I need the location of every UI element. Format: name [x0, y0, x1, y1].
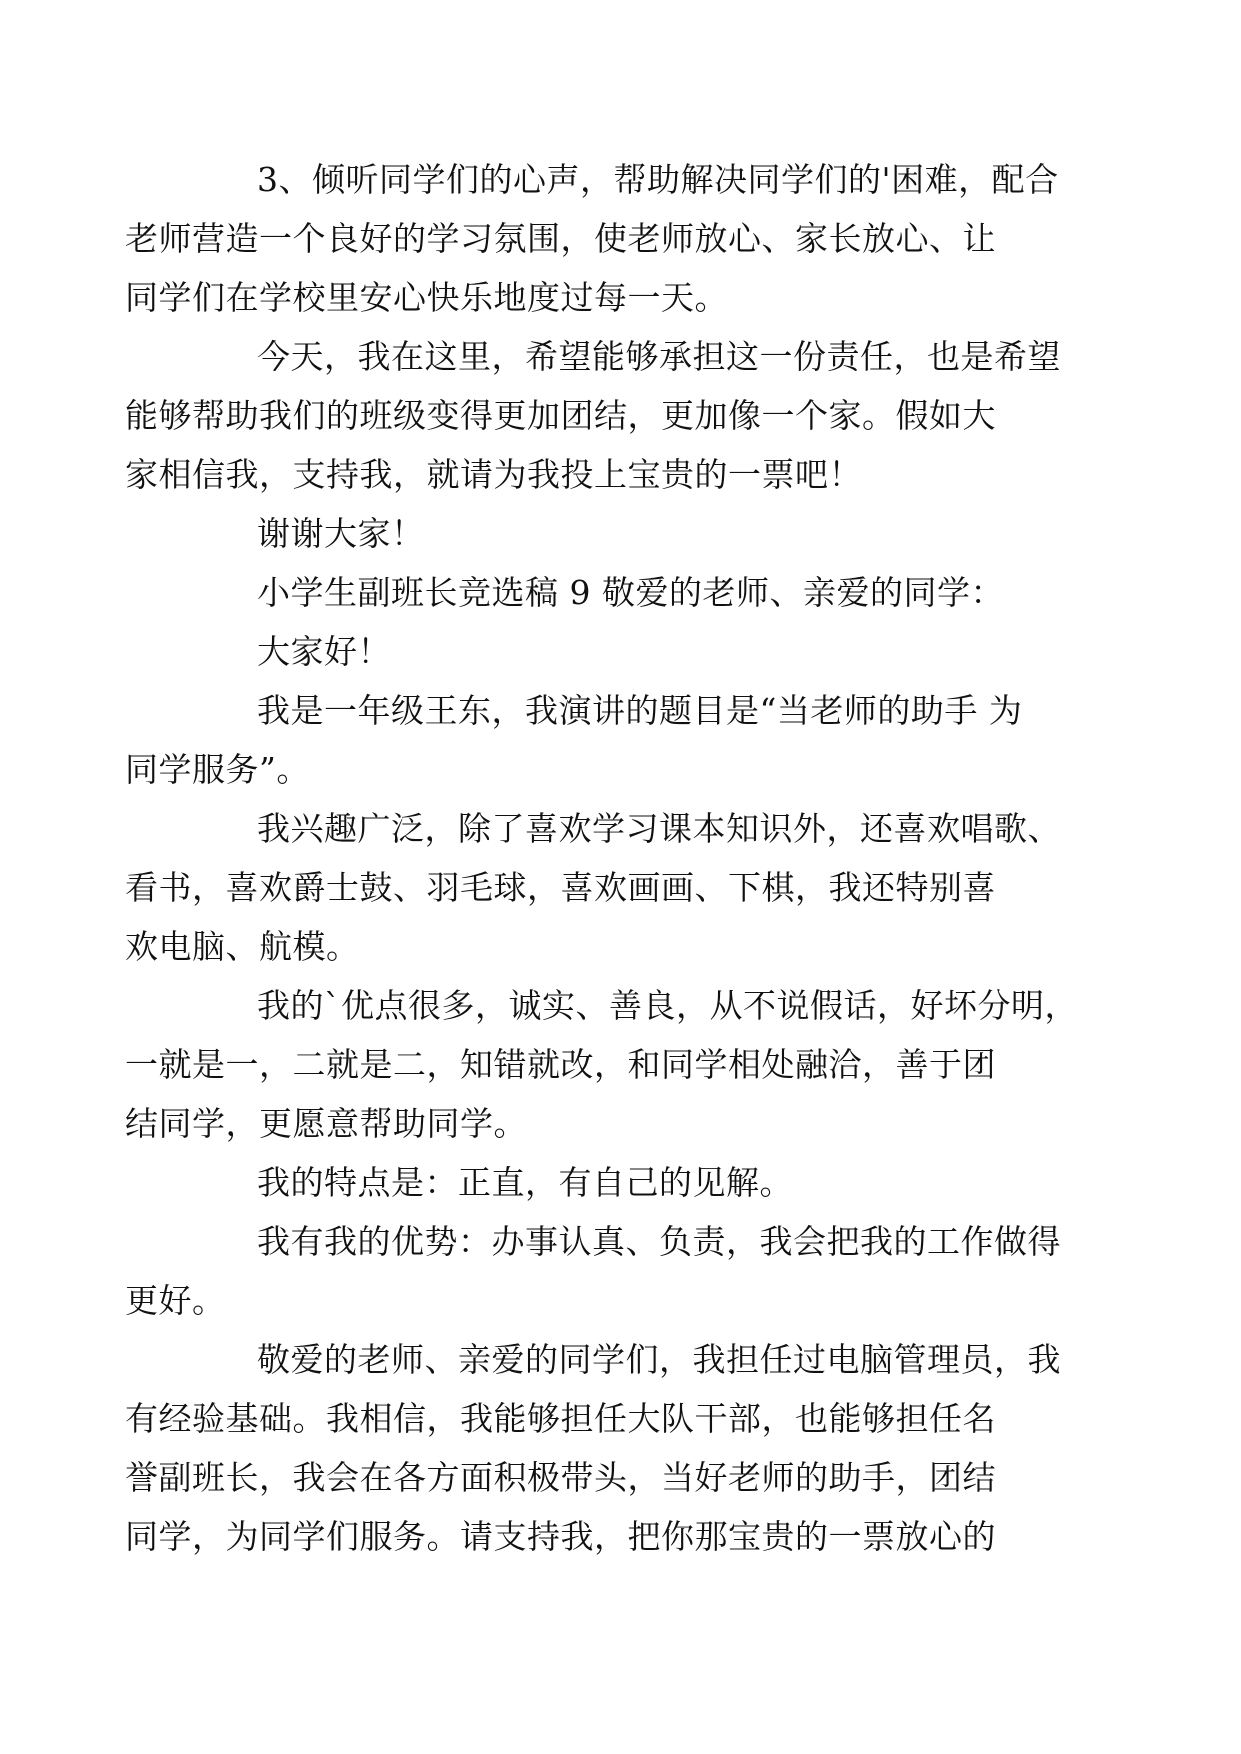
text-line: 能够帮助我们的班级变得更加团结，更加像一个家。假如大 [125, 396, 996, 435]
paragraph [191, 563, 1051, 622]
text-line: 看书，喜欢爵士鼓、羽毛球，喜欢画画、下棋，我还特别喜 [125, 868, 996, 907]
paragraph [125, 799, 1061, 976]
text-line: 我有我的优势：办事认真、负责，我会把我的工作做得 [257, 1222, 1061, 1261]
text-line: 同学，为同学们服务。请支持我，把你那宝贵的一票放心的 [125, 1517, 996, 1556]
paragraph [125, 1330, 1061, 1566]
text-line: 同学服务”。 [125, 750, 310, 789]
paragraph [125, 150, 1059, 327]
text-line: 今天，我在这里，希望能够承担这一份责任，也是希望 [257, 337, 1061, 376]
text-line: 我的特点是：正直，有自己的见解。 [257, 1163, 793, 1202]
paragraph [125, 681, 1051, 799]
text-line: 家相信我，支持我，就请为我投上宝贵的一票吧！ [125, 455, 862, 494]
paragraph [191, 622, 1051, 681]
paragraph [125, 1212, 1061, 1330]
text-line: 我是一年级王东，我演讲的题目是“当老师的助手 为 [257, 691, 1023, 730]
text-line: 更好。 [125, 1281, 226, 1320]
document-body [125, 150, 1078, 1566]
section-heading: 小学生副班长竞选稿 9 敬爱的老师、亲爱的同学： [257, 573, 1004, 612]
text-line: 欢电脑、航模。 [125, 927, 360, 966]
text-line: 同学们在学校里安心快乐地度过每一天。 [125, 278, 728, 317]
paragraph [191, 504, 1051, 563]
paragraph [191, 1153, 1051, 1212]
text-line: 3、倾听同学们的心声，帮助解决同学们的'困难，配合 [257, 160, 1059, 199]
paragraph [125, 976, 1078, 1153]
text-line: 大家好！ [257, 632, 391, 671]
text-line: 谢谢大家！ [257, 514, 425, 553]
text-line: 结同学，更愿意帮助同学。 [125, 1104, 527, 1143]
text-line: 敬爱的老师、亲爱的同学们，我担任过电脑管理员，我 [257, 1340, 1061, 1379]
text-line: 一就是一，二就是二，知错就改，和同学相处融洽，善于团 [125, 1045, 996, 1084]
paragraph [125, 327, 1061, 504]
text-line: 有经验基础。我相信，我能够担任大队干部，也能够担任名 [125, 1399, 996, 1438]
text-line: 誉副班长，我会在各方面积极带头，当好老师的助手，团结 [125, 1458, 996, 1497]
text-line: 我的`优点很多，诚实、善良，从不说假话，好坏分明， [257, 986, 1078, 1025]
text-line: 老师营造一个良好的学习氛围，使老师放心、家长放心、让 [125, 219, 996, 258]
text-line: 我兴趣广泛，除了喜欢学习课本知识外，还喜欢唱歌、 [257, 809, 1061, 848]
